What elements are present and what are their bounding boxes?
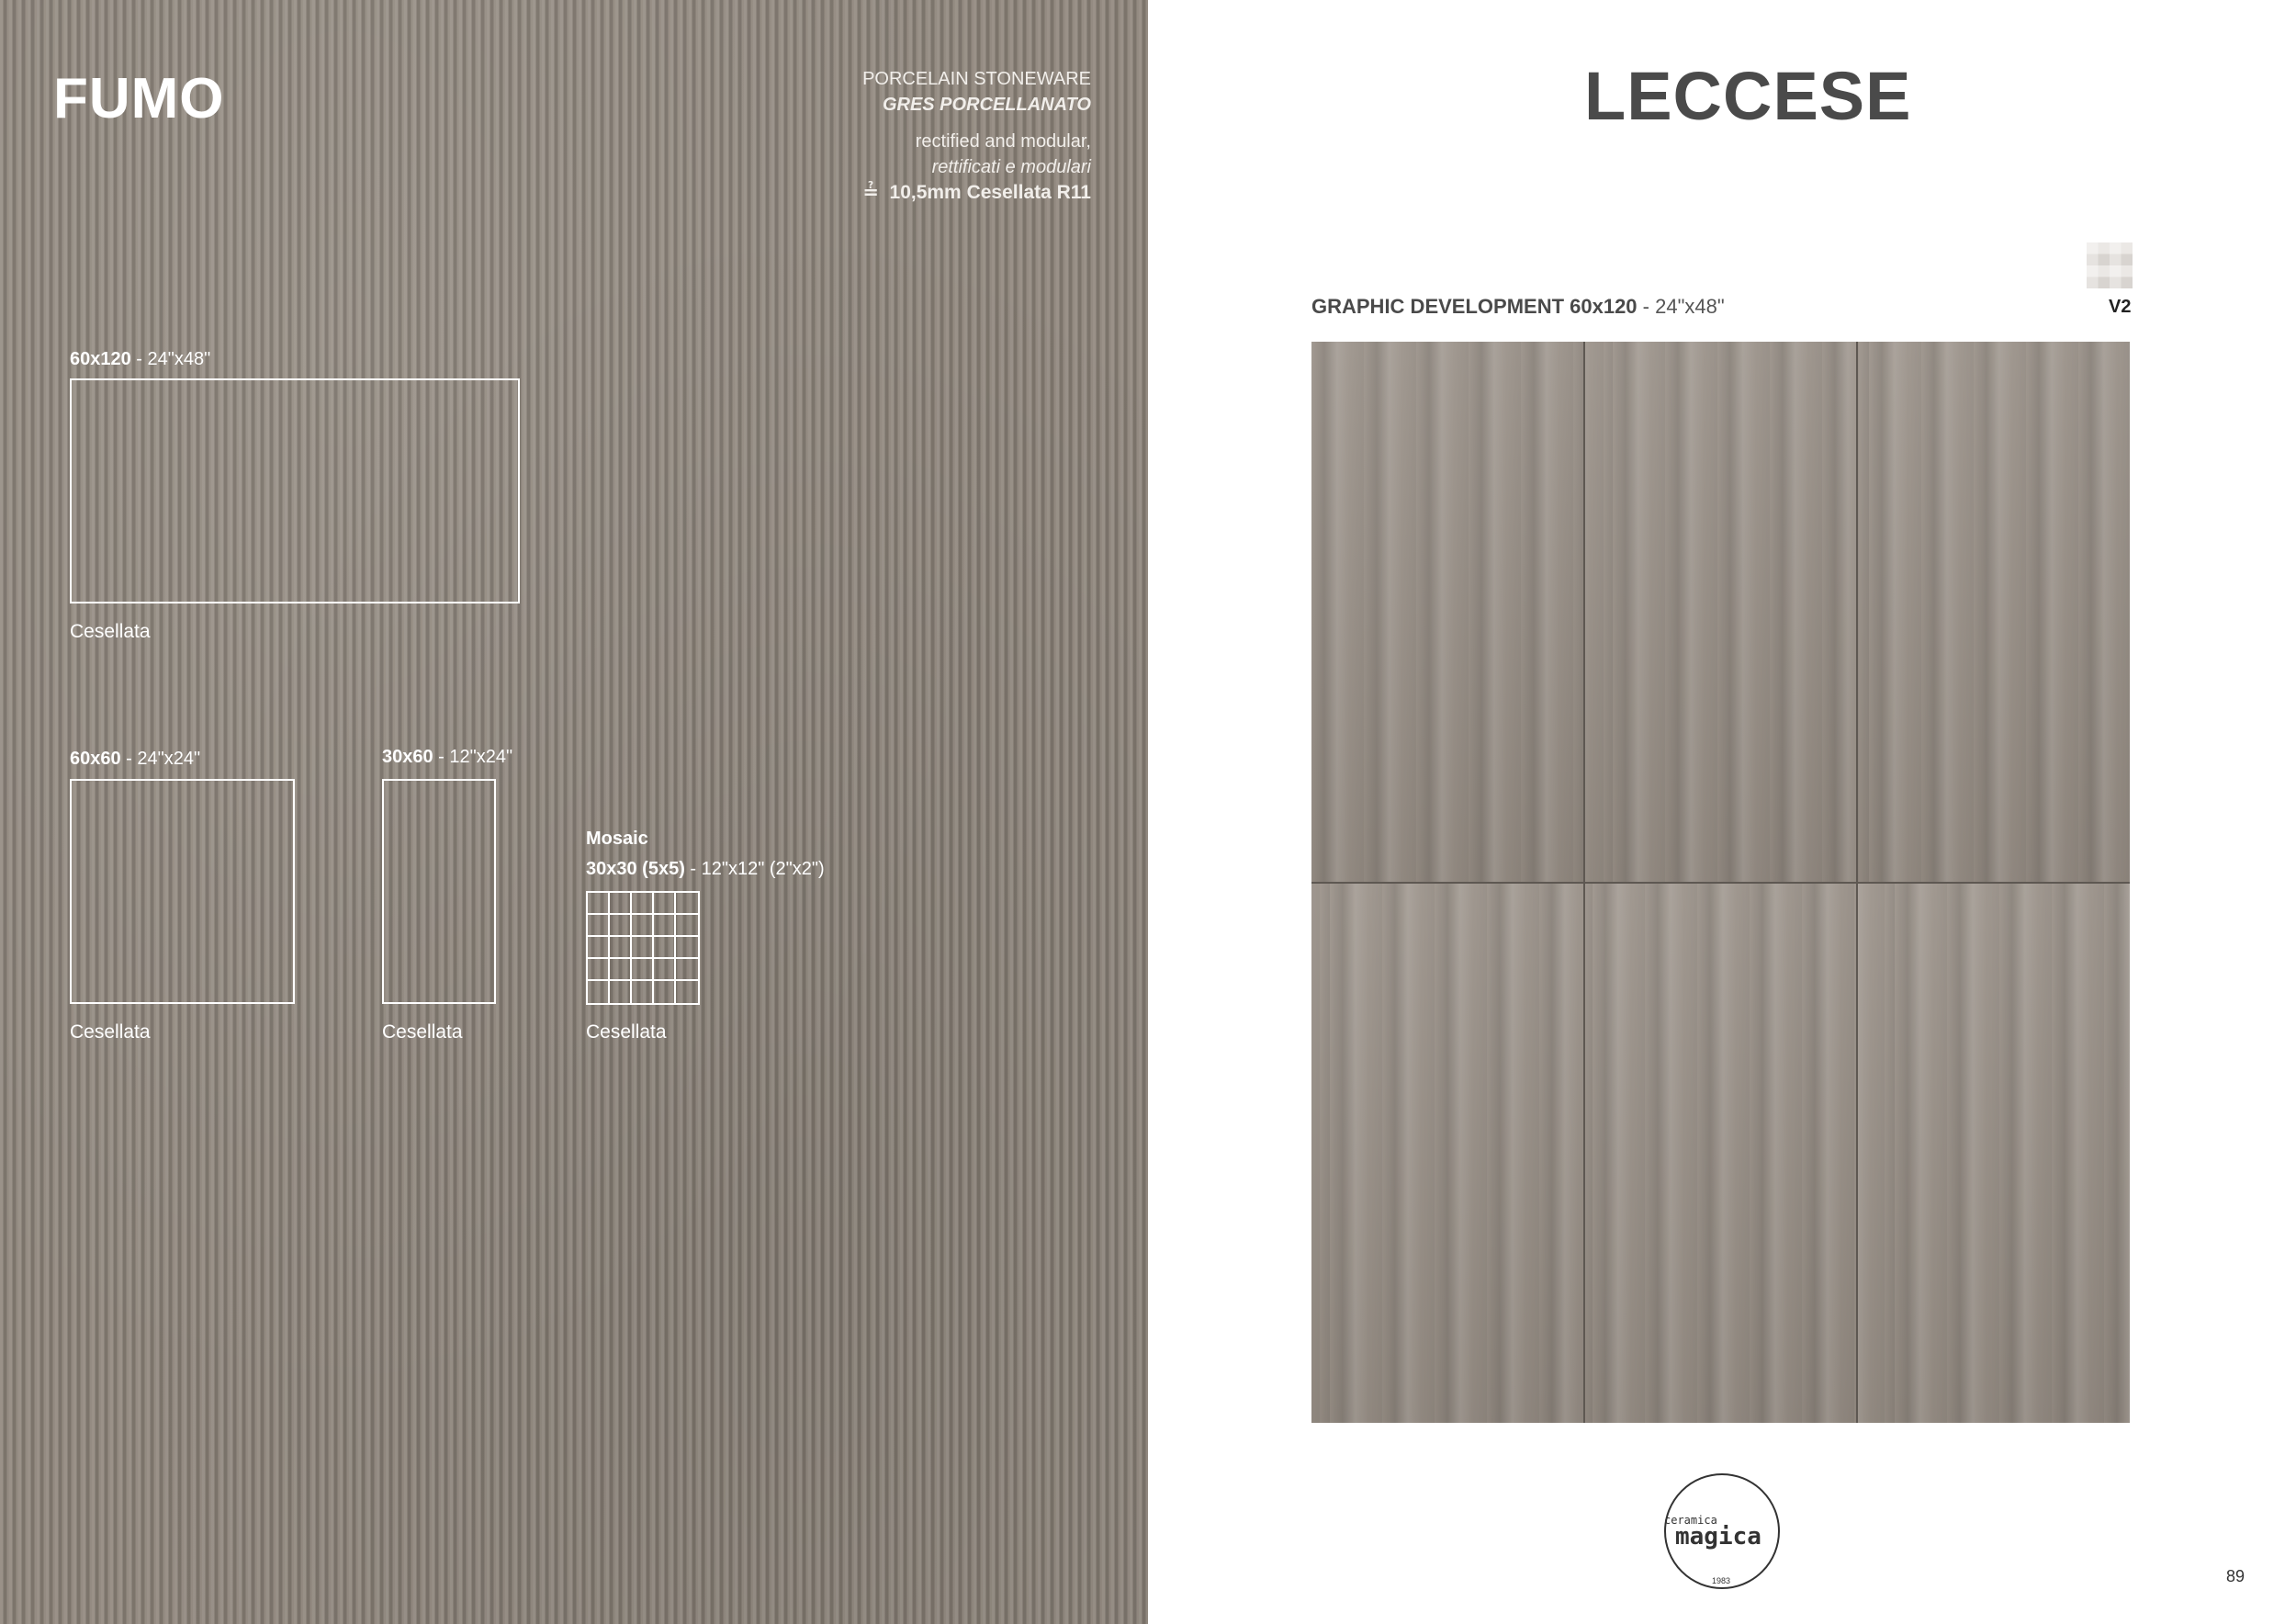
- format-60x60-outline: [70, 779, 295, 1004]
- variant-badge: V2: [2109, 297, 2132, 317]
- logo-year: 1983: [1712, 1576, 1731, 1585]
- thickness-value: 10,5mm Cesellata R11: [889, 182, 1091, 203]
- tile: [1858, 342, 2130, 882]
- tile: [1585, 342, 1857, 882]
- spec-block: [862, 66, 1091, 206]
- tile: [1311, 342, 1583, 882]
- ceramica-magica-logo: [1664, 1473, 1780, 1589]
- mosaic-grid: [586, 891, 700, 1005]
- format-30x60-outline: [382, 779, 496, 1004]
- spec-thickness: [862, 180, 1091, 206]
- format-60x120-finish: Cesellata: [70, 621, 151, 642]
- format-60x60-finish: Cesellata: [70, 1021, 151, 1043]
- logo-magica: magica: [1675, 1523, 1761, 1551]
- mosaic-finish: Cesellata: [586, 1021, 667, 1043]
- tile: [1858, 884, 2130, 1424]
- page-number: 89: [2226, 1567, 2245, 1585]
- mosaic-size-label: 30x30 (5x5) - 12"x12" (2"x2"): [586, 859, 825, 879]
- spec-rettificati: rettificati e modulari: [931, 157, 1091, 177]
- format-60x120-label: 60x120 - 24"x48": [70, 349, 211, 369]
- spec-rectified: rectified and modular,: [915, 131, 1091, 152]
- spec-gres: GRES PORCELLANATO: [882, 95, 1091, 115]
- collection-name: FUMO: [53, 67, 225, 130]
- tile: [1311, 884, 1583, 1424]
- logo-ceramica: ceramica: [1664, 1514, 1717, 1527]
- format-60x120-outline: [70, 378, 520, 603]
- format-30x60-label: 30x60 - 12"x24": [382, 747, 513, 767]
- tile-layout-grid: [1311, 342, 2130, 1423]
- graphic-development-label: GRAPHIC DEVELOPMENT 60x120 - 24"x48": [1311, 295, 1725, 318]
- format-30x60-finish: Cesellata: [382, 1021, 463, 1043]
- tile: [1585, 884, 1857, 1424]
- format-60x60-label: 60x60 - 24"x24": [70, 749, 201, 769]
- variation-swatch-icon: [2087, 242, 2133, 288]
- spec-porcelain: PORCELAIN STONEWARE: [862, 69, 1091, 89]
- thickness-icon: ≟: [862, 182, 879, 203]
- page-title: LECCESE: [1584, 58, 1912, 134]
- mosaic-title: Mosaic: [586, 829, 648, 849]
